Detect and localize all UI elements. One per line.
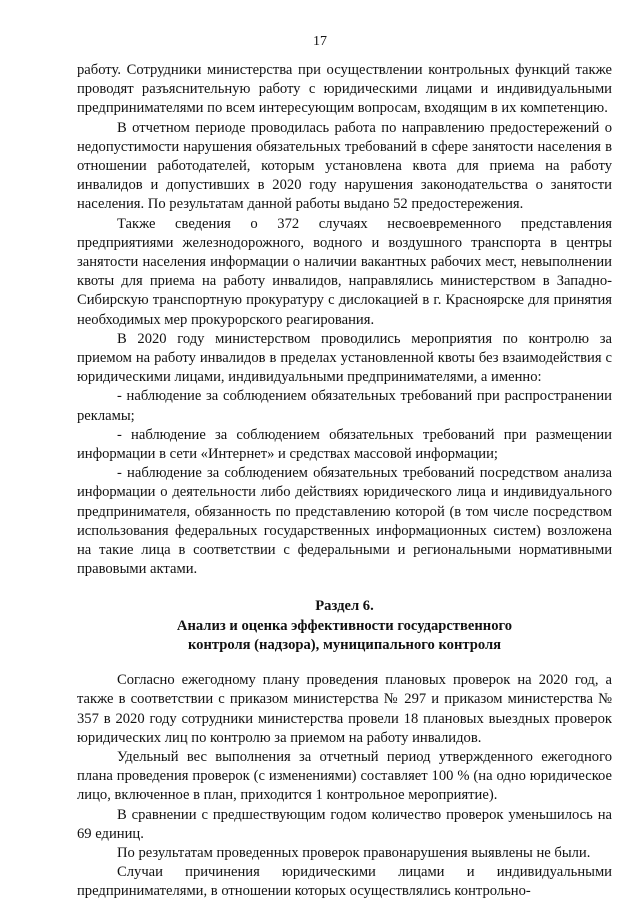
- paragraph: В сравнении с предшествующим годом количество проверок уменьшилось на 69 единиц.: [77, 806, 612, 842]
- paragraph: В 2020 году министерством проводились мероприятия по контролю за приемом на работу инвалидов в пределах установленной квоты без взаимодействия с юридическими лицами, индивидуальными предпринимателями, а именно:: [77, 330, 612, 386]
- paragraph: Также сведения о 372 случаях несвоевременного представления предприятиями железнодорожного, водного и воздушного транспорта в центры занятости населения информации о наличии вакантных рабочих мест, невыполнении квоты для приема на работу инвалидов, направлялись министерством в Западно-Сибирскую транспортную прокуратуру с дислокацией в г. Красноярске для принятия необходимых мер прокурорского реагирования.: [77, 215, 612, 328]
- list-item: - наблюдение за соблюдением обязательных требований посредством анализа информации о деятельности либо действиях юридического лица и индивидуального предпринимателя, обязанность по представлению которой (в том числе посредством использования федеральных государственных информационных систем) возложена на такие лица в соответствии с федеральными и региональными нормативными правовыми актами.: [77, 465, 612, 578]
- list-item: - наблюдение за соблюдением обязательных требований при распространении рекламы;: [77, 388, 612, 424]
- paragraph: Согласно ежегодному плану проведения плановых проверок на 2020 год, а также в соответствии с приказом министерства № 297 и приказом министерства № 357 в 2020 году сотрудники министерства провели 18 плановых выездных проверок юридических лиц по контролю за приемом на работу инвалидов.: [77, 672, 612, 746]
- section-title: Раздел 6.: [315, 598, 374, 615]
- section-subtitle-line-2: контроля (надзора), муниципального контроля: [187, 636, 502, 653]
- paragraph: Удельный вес выполнения за отчетный период утвержденного ежегодного плана проведения проверок (с изменениями) составляет 100 % (на одно юридическое лицо, включенное в план, приходится 1 контрольное мероприятие).: [77, 748, 612, 804]
- paragraph: Случаи причинения юридическими лицами и индивидуальными предпринимателями, в отношении которых осуществлялись контрольно-: [77, 864, 612, 900]
- paragraph: По результатам проведенных проверок правонарушения выявлены не были.: [117, 844, 591, 861]
- list-item: - наблюдение за соблюдением обязательных требований при размещении информации в сети «Интернет» и средствах массовой информации;: [77, 426, 612, 463]
- body-text: [77, 61, 612, 902]
- page-number: 17: [313, 34, 327, 49]
- paragraph: В отчетном периоде проводилась работа по направлению предостережений о недопустимости нарушения обязательных требований в сфере занятости населения в отношении работодателей, которым установлена квота для приема на работу инвалидов и допустивших в 2020 году нарушения законодательства о занятости населения. По результатам данной работы выдано 52 предостережения.: [77, 119, 612, 213]
- section-subtitle-line-1: Анализ и оценка эффективности государственного: [176, 617, 513, 634]
- section-heading: [77, 597, 612, 655]
- paragraph: работу. Сотрудники министерства при осуществлении контрольных функций также проводят разъяснительную работу с юридическими лицами и индивидуальными предпринимателями по всем интересующим вопросам, входящим в их компетенцию.: [77, 62, 612, 117]
